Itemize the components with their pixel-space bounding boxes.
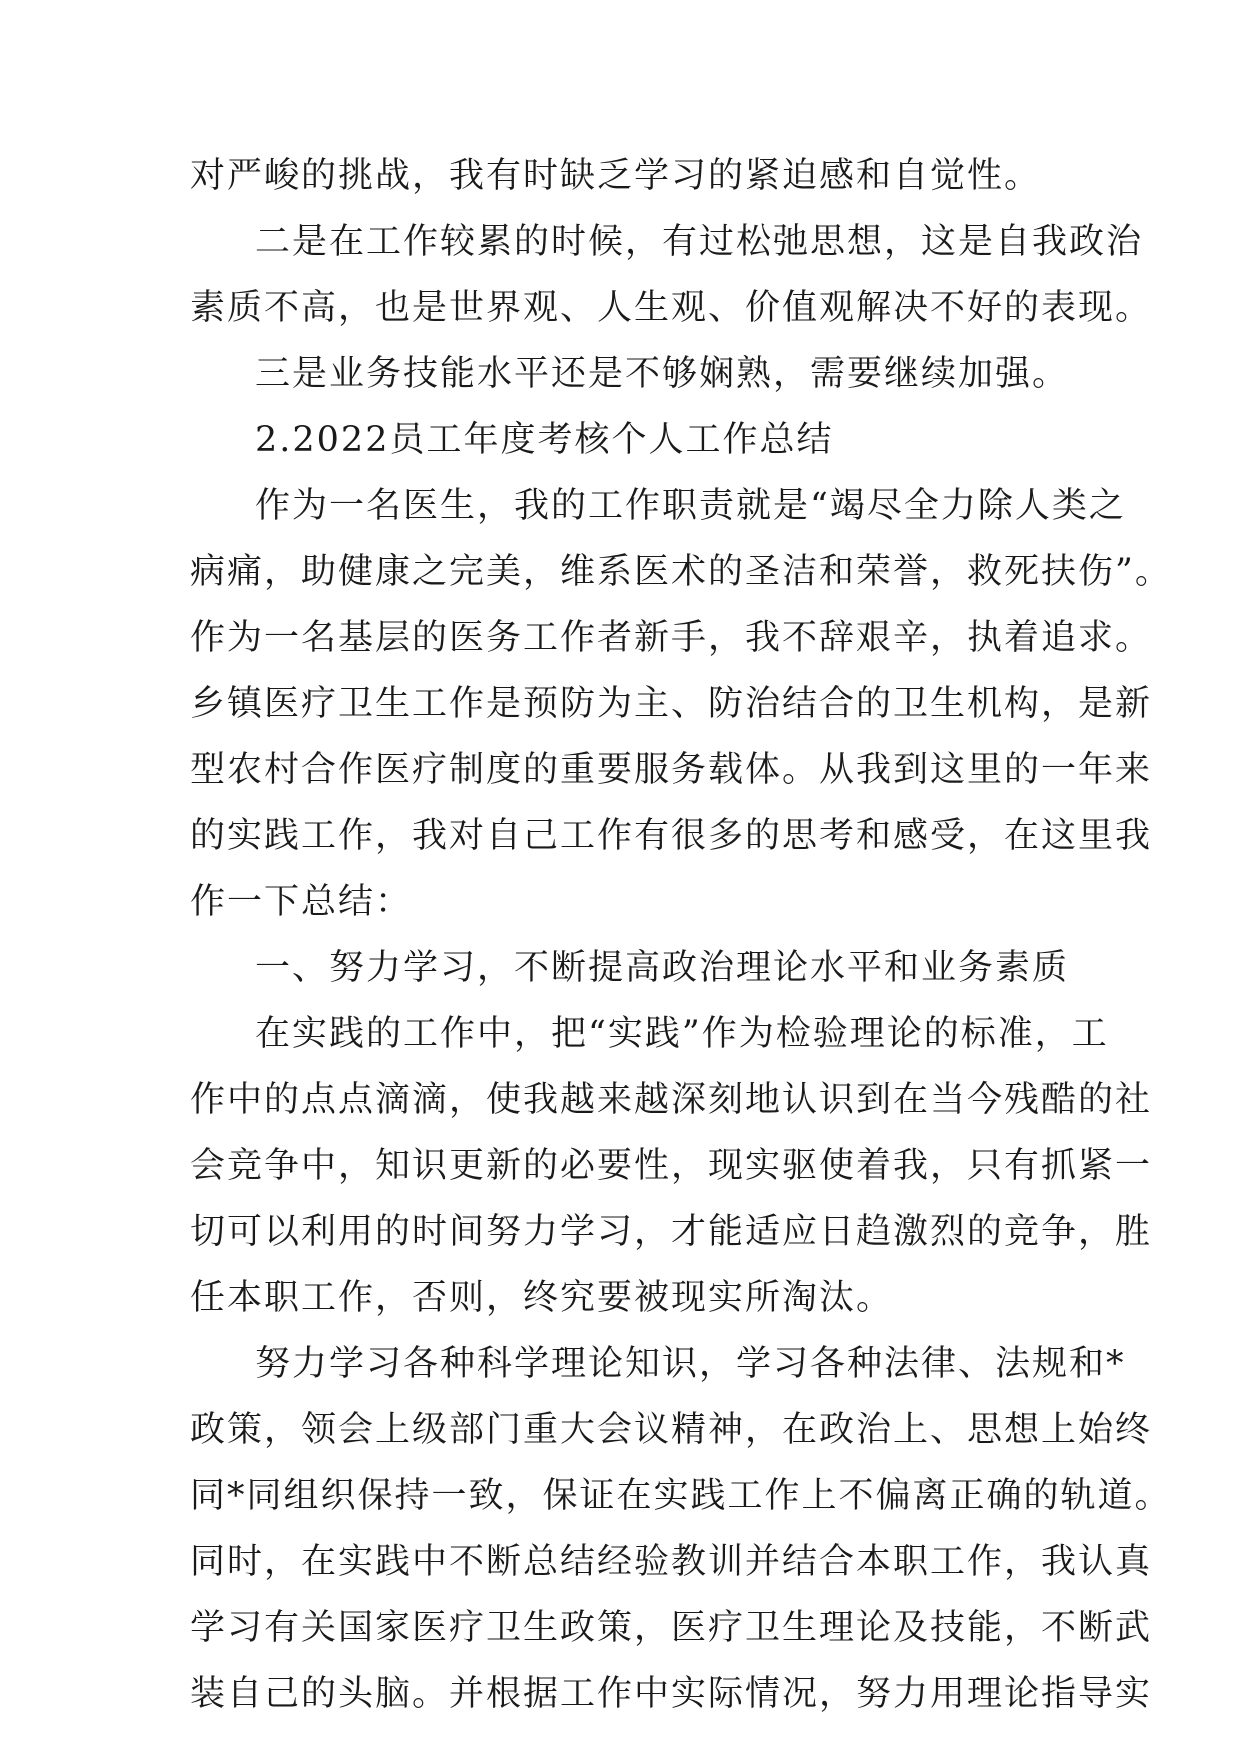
body-text-line: 病痛，助健康之完美，维系医术的圣洁和荣誉，救死扶伤”。 [190, 552, 1172, 592]
paragraph-first-line: 努力学习各种科学理论知识，学习各种法律、法规和* [255, 1344, 1126, 1384]
body-text-line: 作一下总结： [190, 882, 413, 922]
paragraph-first-line: 在实践的工作中，把“实践”作为检验理论的标准，工 [255, 1014, 1109, 1054]
body-text-line: 乡镇医疗卫生工作是预防为主、防治结合的卫生机构，是新 [190, 684, 1153, 724]
body-text-line: 素质不高，也是世界观、人生观、价值观解决不好的表现。 [190, 288, 1153, 328]
body-text-line: 型农村合作医疗制度的重要服务载体。从我到这里的一年来 [190, 750, 1153, 790]
body-text-line: 作中的点点滴滴，使我越来越深刻地认识到在当今残酷的社 [190, 1080, 1153, 1120]
body-text-line: 作为一名基层的医务工作者新手，我不辞艰辛，执着追求。 [190, 618, 1153, 658]
body-text-line: 装自己的头脑。并根据工作中实际情况，努力用理论指导实 [190, 1674, 1153, 1714]
body-text-line: 学习有关国家医疗卫生政策，医疗卫生理论及技能，不断武 [190, 1608, 1153, 1648]
body-text-line: 同时，在实践中不断总结经验教训并结合本职工作，我认真 [190, 1542, 1153, 1582]
paragraph-first-line: 作为一名医生，我的工作职责就是“竭尽全力除人类之 [255, 486, 1126, 526]
body-text-line: 的实践工作，我对自己工作有很多的思考和感受，在这里我 [190, 816, 1153, 856]
section-heading: 一、努力学习，不断提高政治理论水平和业务素质 [255, 948, 1070, 988]
body-text-line: 政策，领会上级部门重大会议精神，在政治上、思想上始终 [190, 1410, 1153, 1450]
body-text-line: 会竞争中，知识更新的必要性，现实驱使着我，只有抓紧一 [190, 1146, 1153, 1186]
section-heading: 2.2022员工年度考核个人工作总结 [255, 420, 834, 460]
body-text-line: 对严峻的挑战，我有时缺乏学习的紧迫感和自觉性。 [190, 156, 1042, 196]
body-text-line: 切可以利用的时间努力学习，才能适应日趋激烈的竞争，胜 [190, 1212, 1153, 1252]
paragraph-first-line: 三是业务技能水平还是不够娴熟，需要继续加强。 [255, 354, 1070, 394]
body-text-line: 同*同组织保持一致，保证在实践工作上不偏离正确的轨道。 [190, 1476, 1172, 1516]
body-text-line: 任本职工作，否则，终究要被现实所淘汰。 [190, 1278, 894, 1318]
paragraph-first-line: 二是在工作较累的时候，有过松弛思想，这是自我政治 [255, 222, 1144, 262]
